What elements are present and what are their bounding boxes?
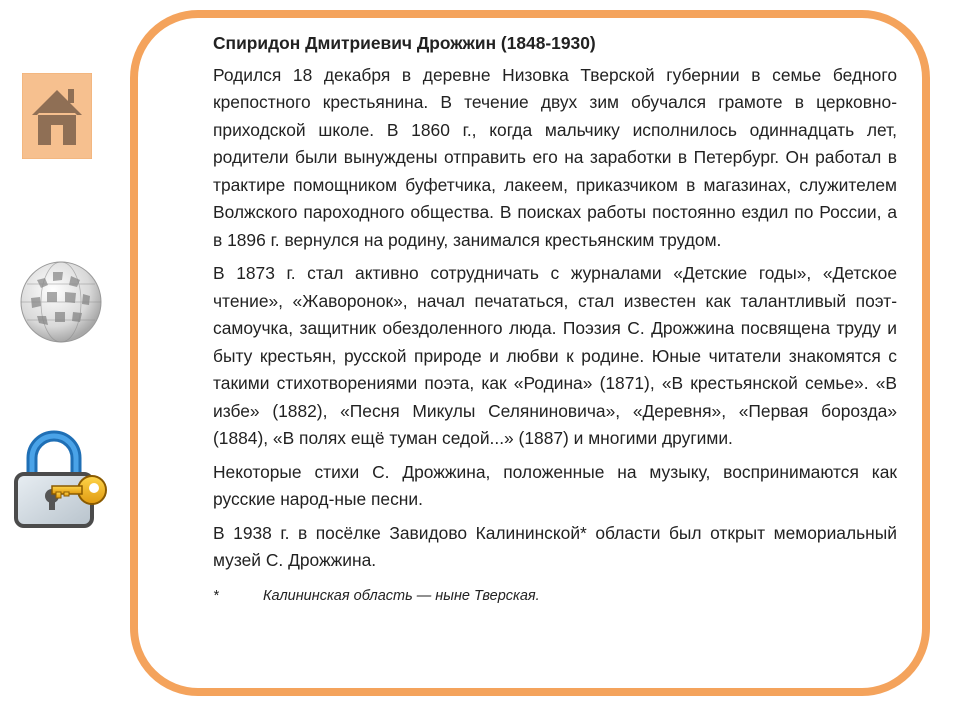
footnote xyxy=(213,583,897,611)
padlock-button[interactable] xyxy=(12,430,120,530)
paragraph-text: Родился 18 декабря в деревне Низовка Тверской губернии в семье бедного крепостного крестьянина. В течение двух зим обучался грамоте в церковно-приходской школе. В 1860 г., когда мальчику исполнилось одиннадцать лет, родители были вынуждены отправить его на заработки в Петербург. Он работал в трактире помощником буфетчика, лакеем, приказчиком в магазинах, служителем Волжского пароходного общества. В поисках работы постоянно ездил по России, а в 1896 г. вернулся на родину, занимался крестьянским трудом. xyxy=(213,64,897,250)
paragraph-text: В 1938 г. в посёлке Завидово Калининской* области был открыт мемориальный музей С. Дрожжина. xyxy=(213,522,897,570)
home-icon xyxy=(22,73,92,159)
home-button[interactable] xyxy=(22,73,92,159)
article-title: Спиридон Дмитриевич Дрожжин (1848-1930) xyxy=(213,33,596,53)
paragraph-career xyxy=(213,260,897,453)
padlock-key-icon xyxy=(12,430,120,530)
footnote-mark: * xyxy=(213,587,219,604)
paragraph-text: Некоторые стихи С. Дрожжина, положенные на музыку, воспринимаются как русские народ-ные песни. xyxy=(213,461,897,509)
wikipedia-button[interactable] xyxy=(15,258,105,344)
footnote-text: Калининская область — ныне Тверская. xyxy=(263,587,540,604)
article xyxy=(213,30,897,610)
paragraph-biography xyxy=(213,62,897,255)
paragraph-text: В 1873 г. стал активно сотрудничать с журналами «Детские годы», «Детское чтение», «Жаворонок», начал печататься, стал известен как талантливый поэт-самоучка, защитник обездоленного люда. Поэзия С. Дрожжина посвящена труду и быту крестьян, русской природе и любви к родине. Юные читатели знакомятся с такими стихотворениями поэта, как «Родина» (1871), «В крестьянской семье». «В избе» (1882), «Песня Микулы Селяниновича», «Деревня», «Первая борозда» (1884), «В полях ещё туман седой...» (1887) и многими другими. xyxy=(213,263,897,448)
wikipedia-globe-icon xyxy=(15,258,105,344)
paragraph-museum xyxy=(213,520,897,575)
paragraph-music xyxy=(213,459,897,514)
